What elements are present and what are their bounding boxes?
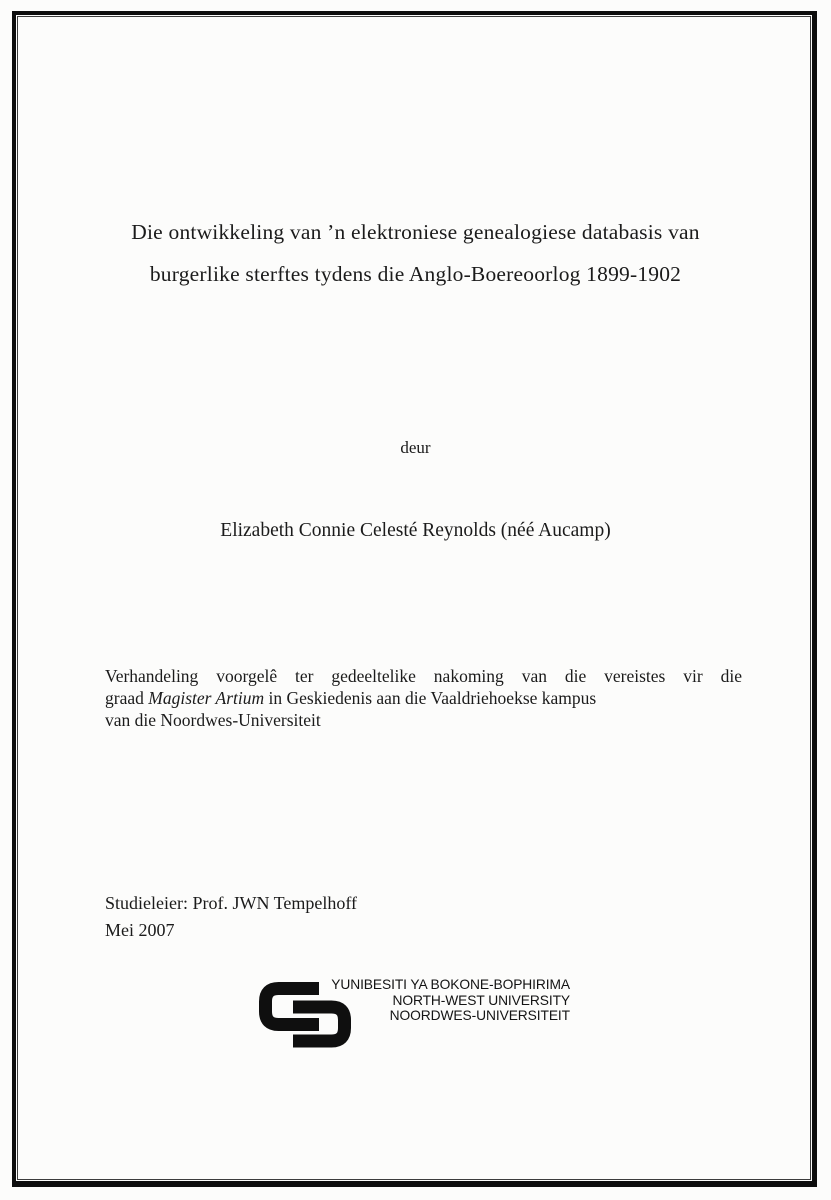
degree-statement-line-2-prefix: graad	[105, 687, 149, 708]
university-logo-text	[317, 977, 570, 1024]
byline-deur: deur	[400, 438, 431, 457]
logo-line-setswana: YUNIBESITI YA BOKONE-BOPHIRIMA	[331, 977, 570, 992]
degree-statement-line-2	[105, 688, 742, 710]
degree-name-italic: Magister Artium	[148, 687, 265, 708]
degree-statement	[105, 666, 742, 731]
degree-statement-line-3: van die Noordwes-Universiteit	[105, 709, 321, 730]
logo-line-english: NORTH-WEST UNIVERSITY	[392, 992, 570, 1008]
thesis-title-line-2: burgerlike sterftes tydens die Anglo-Boereoorlog 1899-1902	[149, 262, 682, 286]
thesis-title	[60, 211, 771, 295]
logo-line-afrikaans: NOORDWES-UNIVERSITEIT	[389, 1008, 570, 1023]
degree-statement-line-1: Verhandeling voorgelê ter gedeeltelike nakoming van die vereistes vir die	[105, 666, 742, 686]
date-line: Mei 2007	[105, 920, 175, 940]
thesis-title-line-1: Die ontwikkeling van ’n elektroniese genealogiese databasis van	[131, 220, 700, 244]
supervisor-block	[105, 890, 357, 944]
degree-statement-line-2-suffix: in Geskiedenis aan die Vaaldriehoekse kampus	[264, 687, 597, 708]
supervisor-line: Studieleier: Prof. JWN Tempelhoff	[105, 893, 358, 913]
author-name: Elizabeth Connie Celesté Reynolds (néé Aucamp)	[220, 520, 611, 541]
